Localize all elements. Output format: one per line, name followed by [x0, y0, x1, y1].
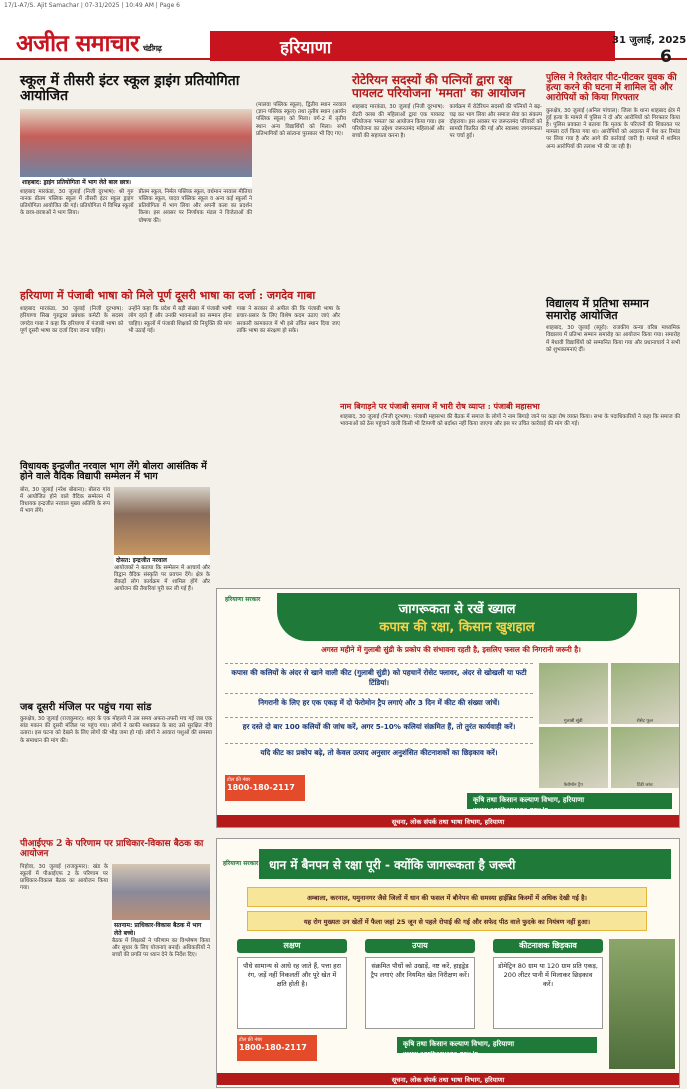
body-col: शाहबाद, 30 जुलाई (निजी दूरभाष): पंजाबी महासभा की बैठक में समाज के लोगों ने नाम बिगाड़े जाने पर कड़ा रोष व्यक्त किया। सभा के पदाधिकारियों ने कहा कि समाज की भावनाओं को ठेस पहुंचाने वाली किसी भी टिप्पणी को बर्दाश्त नहीं किया जाएगा और इस पर उचित कार्रवाई की मांग की गई।	[340, 413, 682, 427]
ad-point: कपास की कलियों के अंदर से खाने वाली कीट (गुलाबी सुंडी) को पहचानें रोसेट फ्लावर, अंदर से खोखली या फटी टिंडियां।	[225, 663, 533, 688]
ad-images	[539, 663, 679, 788]
dept-bar: कृषि तथा किसान कल्याण विभाग, हरियाणा www.agriharyana.gov.in	[397, 1037, 597, 1053]
issue-date: 31 जुलाई, 2025	[612, 35, 687, 46]
article-punjabi-mahasabha	[340, 402, 680, 492]
page-number: 6	[660, 47, 672, 67]
article-drawing-competition	[20, 74, 252, 284]
ad-line: अम्बाला, करनाल, यमुनानगर जैसे जिलों में धान की फसल में बौनेपन की समस्या हाईब्रिड किस्मों में अधिक देखी गई है।	[247, 887, 647, 907]
body-col: उन्होंने कहा कि प्रदेश में बड़ी संख्या में पंजाबी भाषी लोग रहते हैं और उनकी भावनाओं का सम्मान होना चाहिए। स्कूलों में पंजाबी शिक्षकों की नियुक्ति की मांग भी उठाई गई।	[128, 306, 234, 334]
dept-bar: कृषि तथा किसान कल्याण विभाग, हरियाणा www.agriharyana.gov.in	[467, 793, 672, 809]
ad-line: यह रोग मुख्यतः उन खेतों में फैला जहां 25 जून से पहले रोपाई की गई और सफेद पीठ वाले फुदके का नियंत्रण नहीं हुआ।	[247, 911, 647, 931]
article-mamta-project	[352, 74, 542, 284]
symptoms-text: पौधे सामान्य से आधे रह जाते हैं, पत्ता हरा रंग, जड़ें नहीं निकलतीं और पूरे खेत में क्षति होती है।	[237, 957, 347, 1029]
ad-cotton-awareness	[216, 588, 680, 828]
photo-meeting	[112, 864, 210, 920]
body-col: शाहबाद मारकंडा, 30 जुलाई (निजी दूरभाष): रोटरी क्लब की महिलाओं द्वारा एक पायलट परियोजना 'ममता' का आयोजन किया गया। इस परियोजना का उद्देश्य जरूरतमंद महिलाओं और बच्चों की सहायता करना है।	[352, 104, 447, 140]
headline: हरियाणा में पंजाबी भाषा को मिले पूर्ण दूसरी भाषा का दर्जा : जगदेव गाबा	[20, 289, 316, 302]
heading-spray: कीटनाशक छिड़काव	[493, 939, 603, 953]
remedy-text: संक्रमित पौधों को उखाड़ें, नष्ट करें, हाइड्रेड ट्रैप लगाएं और नियमित खेत निरीक्षण करें।	[365, 957, 475, 1029]
body-col: कुरुक्षेत्र, 30 जुलाई (राजकुमार): शहर के एक मोहल्ले में उस समय अफरा-तफरी मच गई जब एक सांड मकान की दूसरी मंजिल पर पहुंच गया। लोगों ने काफी मशक्कत के बाद उसे सुरक्षित नीचे उतारा। इस घटना को देखने के लिए लोगों की भीड़ जमा हो गई। लोगों ने आवारा पशुओं की समस्या के समाधान की मांग की।	[20, 716, 214, 744]
body-col: आयोजकों ने बताया कि सम्मेलन में आचार्य और विद्वान वैदिक संस्कृति पर प्रवचन देंगे। क्षेत्र के सैकड़ों लोग कार्यक्रम में शामिल होंगे और आयोजन की तैयारियां पूरी कर ली गई हैं।	[114, 564, 212, 593]
body-col: शाहबाद मारकंडा, 30 जुलाई (निजी दूरभाष): श्री गुरु नानक प्रीतम पब्लिक स्कूल में तीसरी इंटर स्कूल ड्राइंग प्रतियोगिता आयोजित की गई। प्रतियोगिता में विभिन्न स्कूलों के छात्र-छात्राओं ने भाग लिया।	[20, 188, 136, 217]
ad-point: निगरानी के लिए हर एक एकड़ में दो फेरोमोन ट्रैप लगाएं और 3 दिन में कीट की संख्या जांचें।	[225, 693, 533, 708]
ad-thumb: टिंडी जांच	[611, 727, 680, 788]
headline: रोटेरियन सदस्यों की पत्नियों द्वारा रक्ष पायलट परियोजना 'ममता' का आयोजन	[352, 73, 526, 101]
headline: विधायक इन्द्रजीत नरवाल भाग लेंगे बोलरा आसंतिक में होने वाले वैदिक विद्यापी सम्मेलन में भाग	[20, 461, 207, 483]
helpline: टोल फ्री नंबर 1800-180-2117	[225, 775, 305, 801]
headline: जब दूसरी मंजिल पर पहुंच गया सांड	[20, 702, 152, 713]
article-pif2-meeting	[20, 840, 212, 1080]
ad-thumb: रोसेट फूल	[611, 663, 680, 724]
headline: पीआईएफ 2 के परिणाम पर प्राधिकार-विकास बैठक का आयोजन	[20, 839, 204, 859]
spray-text: डोमेट्रिन 80 ग्राम या 120 ग्राम प्रति एकड़, 200 लीटर पानी में मिलाकर छिड़काव करें।	[493, 957, 603, 1029]
body-col: बैठक में शिक्षकों ने परिणाम का विश्लेषण किया और सुधार के लिए योजनाएं बनाईं। अधिकारियों ने बच्चों की प्रगति पर ध्यान देने के निर्देश दिए।	[112, 937, 212, 959]
print-slug: 17/1-A7/S. Ajit Samachar | 07-31/2025 | 10:49 AM | Page 6	[0, 0, 687, 12]
body-col: कुरुक्षेत्र, 30 जुलाई (अनिल पांचाल): जिला के थाना शाहबाद क्षेत्र में हुई हत्या के मामले में पुलिस ने दो और आरोपियों को गिरफ्तार किया है। पुलिस प्रवक्ता ने बताया कि मृतक के परिजनों की शिकायत पर मामला दर्ज किया गया था। आरोपियों को अदालत में पेश कर रिमांड पर लिया गया है और आगे की कार्रवाई जारी है। मामले में शामिल अन्य आरोपियों की तलाश भी की जा रही है।	[546, 107, 682, 150]
ad-intro: अगस्त महीने में गुलाबी सुंडी के प्रकोप की संभावना रहती है, इसलिए फसल की निगरानी जरूरी है।	[321, 645, 581, 654]
photo-students	[20, 109, 252, 177]
ad-point: यदि कीट का प्रकोप बढ़े, तो केवल उत्पाद अनुसार अनुशंसित कीटनाशकों का छिड़काव करें।	[225, 743, 533, 758]
ad-point: हर दस्ते दो बार 100 कलियों की जांच करें, अगर 5-10% कलियां संक्रमित हैं, तो तुरंत कार्यवाही करें।	[225, 717, 533, 732]
headline: स्कूल में तीसरी इंटर स्कूल ड्राइंग प्रतियोगिता आयोजित	[20, 73, 240, 105]
ad-title-line1: जागरूकता से रखें ख्याल	[398, 602, 516, 617]
body-col: (मालवा पब्लिक स्कूल), द्वितीय स्थान नरवाल (ज्ञान पब्लिक स्कूल) तथा तृतीय स्थान (आर्यन पब्लिक स्कूल) को मिला। वर्ग-2 में तृतीय स्थान अन्य विद्यार्थियों को मिला। सभी प्रतिभागियों को सांत्वना पुरस्कार भी दिए गए।	[256, 102, 348, 137]
body-col: शाहबाद मारकंडा, 30 जुलाई (निजी दूरभाष): हरियाणा सिख गुरुद्वारा प्रबंधक कमेटी के सदस्य जगदेव गाबा ने कहा कि हरियाणा में पंजाबी भाषा को पूर्ण दूसरी भाषा का दर्जा दिया जाना चाहिए।	[20, 306, 126, 334]
section-title: हरियाणा	[210, 31, 615, 61]
photo-caption: दोसत: इन्द्रजीत नरवाल	[114, 555, 210, 565]
article-arrest	[546, 74, 680, 292]
body-col: बोरा, 30 जुलाई (नरेश बोबाना): बोलरा गांव में आयोजित होने वाले वैदिक सम्मेलन में विधायक इन्द्रजीत नरवाल मुख्य अतिथि के रूप में भाग लेंगे।	[20, 486, 112, 515]
masthead	[0, 12, 687, 67]
ad-thumb: फेरोमोन ट्रैप	[539, 727, 608, 788]
photo-paddy-field	[609, 939, 675, 1069]
article-talent-award	[546, 298, 680, 398]
ad-title-band: धान में बैनपन से रक्षा पूरी - क्योंकि जागरूकता है जरूरी	[259, 849, 671, 879]
ad-title-band	[277, 593, 637, 641]
govt-tag: हरियाणा सरकार	[223, 860, 259, 867]
govt-tag: हरियाणा सरकार	[225, 596, 261, 603]
article-bull	[20, 702, 212, 832]
body-col: कार्यक्रम में रोटेरियन सदस्यों की पत्नियों ने बढ़-चढ़ कर भाग लिया और समाज सेवा का संकल्प दोहराया। इस अवसर पर जरूरतमंद परिवारों को सामग्री वितरित की गई और स्वास्थ्य जागरूकता पर चर्चा हुई।	[449, 104, 544, 140]
photo-caption: शाहबाद: ड्राइंग प्रतियोगिता में भाग लेते बाल छात्र।	[20, 177, 252, 187]
ad-footer: सूचना, लोक संपर्क तथा भाषा विभाग, हरियाणा	[217, 1073, 679, 1085]
body-col: पिहोवा, 30 जुलाई (राजकुमार): खंड के स्कूलों में पीआईएफ 2 के परिणाम पर प्राधिकार-विकास बैठक का आयोजन किया गया।	[20, 863, 110, 892]
heading-remedy: उपाय	[365, 939, 475, 953]
body-col: शाहबाद, 30 जुलाई (ब्यूरो): राजकीय कन्या वरिष्ठ माध्यमिक विद्यालय में प्रतिभा सम्मान समारोह का आयोजन किया गया। समारोह में मेधावी विद्यार्थियों को सम्मानित किया गया और प्रधानाचार्य ने सभी को शुभकामनाएं दीं।	[546, 325, 682, 353]
heading-symptoms: लक्षण	[237, 939, 347, 953]
photo-mla	[114, 487, 210, 555]
article-mla-vedic	[20, 462, 212, 690]
body-col: गाबा ने सरकार से अपील की कि पंजाबी भाषा के प्रचार-प्रसार के लिए विशेष कदम उठाए जाएं और सरकारी कामकाज में भी इसे उचित स्थान दिया जाए ताकि भाषा का संरक्षण हो सके।	[236, 306, 342, 334]
ad-title-line2: कपास की रक्षा, किसान खुशहाल	[379, 620, 535, 635]
ad-footer: सूचना, लोक संपर्क तथा भाषा विभाग, हरियाणा	[217, 815, 679, 827]
newspaper-logo: अजीत समाचार चंडीगढ़	[16, 30, 162, 57]
headline: नाम बिगाड़ने पर पंजाबी समाज में भारी रोष व्याप्त : पंजाबी महासभा	[340, 401, 540, 411]
article-punjabi-language	[20, 290, 340, 440]
photo-caption: सतनाम: प्राधिकार-विकास बैठक में भाग लेते बच्चे।	[112, 920, 210, 938]
article-continued	[256, 102, 346, 282]
helpline: टोल फ्री नंबर 1800-180-2117	[237, 1035, 317, 1061]
headline: विद्यालय में प्रतिभा सम्मान समारोह आयोजित	[546, 297, 649, 323]
ad-paddy-awareness	[216, 838, 680, 1088]
ad-thumb: गुलाबी सुंडी	[539, 663, 608, 724]
body-col: प्रीतम स्कूल, निर्मल पब्लिक स्कूल, वर्धमान नरवाल मीतिया पब्लिक स्कूल, यादव पब्लिक स्कूल व अन्य कई स्कूलों ने प्रतियोगिता में भाग लिया और अपनी कला का प्रदर्शन किया। इस अवसर पर निर्णायक मंडल ने विजेताओं की घोषणा की।	[138, 188, 254, 224]
headline: पुलिस ने रिश्तेदार पीट-पीटकर युवक की हत्या करने की घटना में शामिल दो और आरोपियों को किया गिरफ्तार	[546, 73, 677, 103]
